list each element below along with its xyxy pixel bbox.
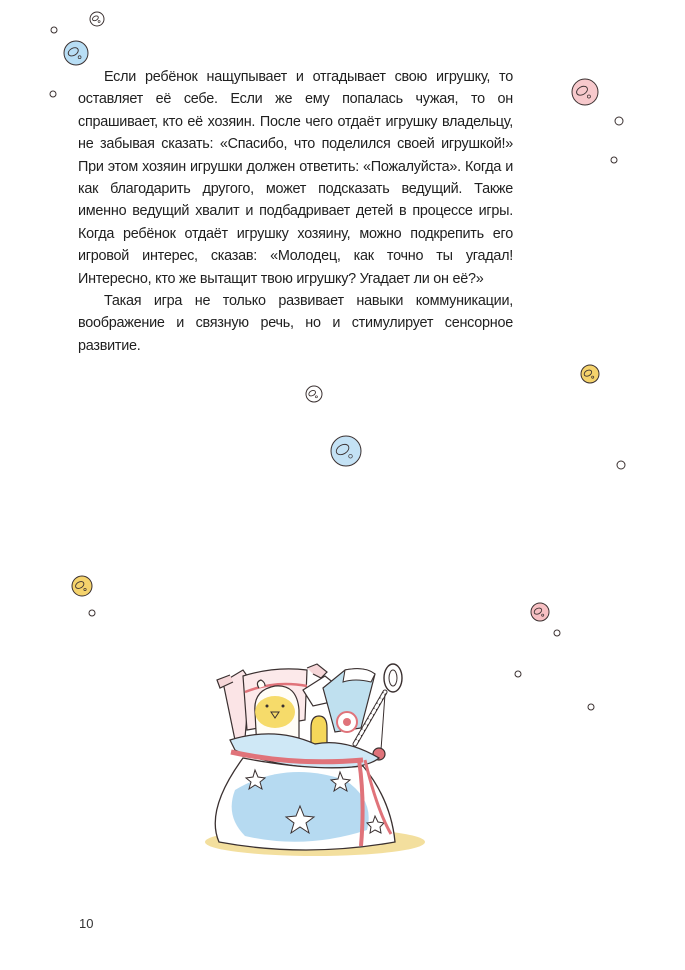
bubble-icon xyxy=(513,669,523,679)
bubble-icon xyxy=(49,25,59,35)
bubble-icon xyxy=(529,601,551,623)
paragraph: Если ребёнок нащупывает и отгадывает свою игрушку, то оставляет её себе. Если же ему попалась чужая, то он спрашивает, кто её хозяин. После чего отдаёт игрушку владельцу, не забывая сказать: «Спасибо, что поделился своей игрушкой!» При этом хозяин игрушки должен ответить: «Пожалуйста». Когда и как благодарить другого, может подсказать ведущий. Также именно ведущий хвалит и подбадривает детей в процессе игры. Когда ребёнок отдаёт игрушку хозяину, можно подкрепить его игровой интерес, сказав: «Молодец, как точно ты угадал! Интересно, кто же вытащит твою игрушку? Угадает ли он её?» xyxy=(78,69,513,287)
bubble-icon xyxy=(579,363,601,385)
bubble-icon xyxy=(609,155,619,165)
bubble-icon xyxy=(70,574,94,598)
bubble-icon xyxy=(570,77,600,107)
toy-sack-illustration xyxy=(195,620,465,880)
bubble-icon xyxy=(329,434,363,468)
bubble-icon xyxy=(586,702,596,712)
bubble-icon xyxy=(87,608,97,618)
paragraph: Такая игра не только развивает навыки коммуникации, воображение и связную речь, но и стимулирует сенсорное развитие. xyxy=(78,293,513,354)
page-number: 10 xyxy=(79,916,94,931)
body-text xyxy=(78,66,513,357)
bubble-icon xyxy=(615,459,627,471)
small-figure-icon xyxy=(311,716,327,744)
bubble-icon xyxy=(62,39,90,67)
bubble-icon xyxy=(48,89,58,99)
bubble-icon xyxy=(613,115,625,127)
bubble-icon xyxy=(552,628,562,638)
bubble-icon xyxy=(304,384,324,404)
bubble-icon xyxy=(88,10,106,28)
